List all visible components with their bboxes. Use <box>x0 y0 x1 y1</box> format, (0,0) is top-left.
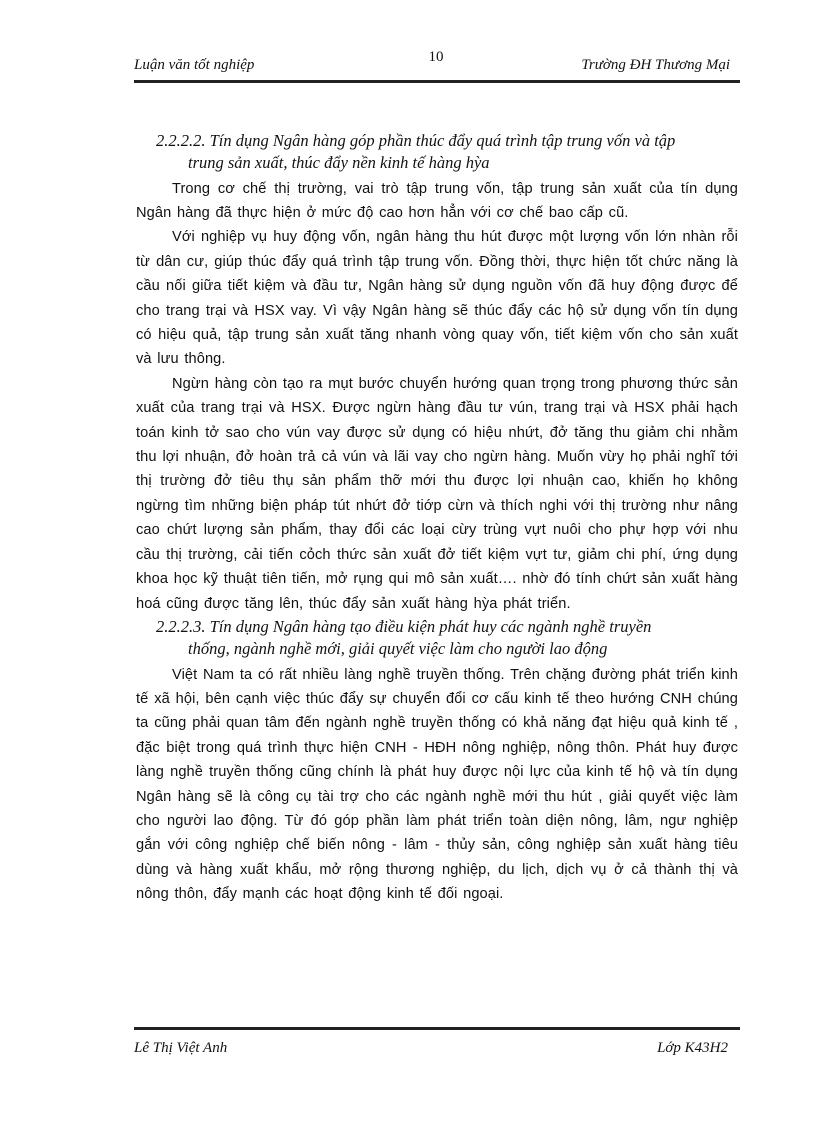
header-thesis-label: Luận văn tốt nghiệp <box>134 57 255 73</box>
page-footer <box>134 1040 738 1060</box>
heading-line-1: 2.2.2.3. Tín dụng Ngân hàng tạo điều kiện phát huy các ngành nghề truyền <box>156 616 652 636</box>
heading-line-2: trung sản xuất, thúc đẩy nền kinh tế hàng hỳa <box>188 153 490 173</box>
footer-class: Lớp K43H2 <box>657 1040 728 1056</box>
paragraph: Việt Nam ta có rất nhiều làng nghề truyền thống. Trên chặng đường phát triển kinh tế xã hội, bên cạnh việc thúc đẩy sự chuyển đổi cơ cấu kinh tế theo hướng CNH chúng ta cũng phải quan tâm đến ngành nghề truyền thống có khả năng đạt hiệu quả kinh tế , đặc biệt trong quá trình thực hiện CNH - HĐH nông nghiệp, nông thôn. Phát huy được làng nghề truyền thống cũng chính là phát huy được nội lực của kinh tế hộ và tín dụng Ngân hàng sẽ là công cụ tài trợ cho các ngành nghề mới thu hút , giải quyết việc làm cho người lao động. Từ đó góp phần làm phát triển toàn diện nông, lâm, ngư nghiệp gắn với công nghiệp chế biến nông - lâm - thủy sản, công nghiệp sản xuất hàng tiêu dùng và hàng xuất khẩu, mở rộng thương nghiệp, du lịch, dịch vụ ở cả thành thị và nông thôn, đẩy mạnh các hoạt động kinh tế đối ngoại. <box>136 666 738 903</box>
page-header <box>134 49 738 81</box>
paragraph: Ngừn hàng còn tạo ra mụt bước chuyển hướng quan trọng trong phương thức sản xuất của trang trại và HSX. Được ngừn hàng đầu tư vún, trang trại và HSX phải hạch toán kinh tở sao cho vún vay được sử dụng có hiệu nhứt, đở tăng thu giảm chi nhằm thu lợi nhuận, đở hoàn trả cả vún và lãi vay cho ngừn hàng. Muốn vừy họ phải nghĩ tới thị trường đở tiêu thụ sản phẩm thỡ mới thu được lợi nhuận cao, khiến họ không ngừng tìm những biện pháp tút nhứt đở tiớp cừn và thích nghi với thị trường như nâng cao chứt lượng sản phẩm, thay đổi các loại cừy trùng vựt nuôi cho phự hợp với nhu cầu thị trường, cải tiến cỏch thức sản xuất đở tiết kiệm vựt tư, giảm chi phí, ứng dụng khoa học kỹ thuật tiên tiến, mở rụng qui mô sản xuất…. nhờ đó tính chứt sản xuất hàng hoá cũng được tăng lên, thúc đẩy sản xuất hàng hỳa phát triển. <box>136 375 738 612</box>
header-rule <box>134 80 740 83</box>
page-body <box>136 128 738 907</box>
section-heading-2-2-2-2 <box>136 130 738 175</box>
heading-line-2: thống, ngành nghề mới, giải quyết việc làm cho người lao động <box>188 639 608 659</box>
section-heading-2-2-2-3 <box>136 616 738 661</box>
header-university: Trường ĐH Thương Mại <box>581 57 730 73</box>
paragraph: Trong cơ chế thị trường, vai trò tập trung vốn, tập trung sản xuất của tín dụng Ngân hàng đã thực hiện ở mức độ cao hơn hẳn với cơ chế bao cấp cũ. <box>136 180 738 221</box>
footer-rule <box>134 1027 740 1030</box>
paragraph: Với nghiệp vụ huy động vốn, ngân hàng thu hút được một lượng vốn lớn nhàn rỗi từ dân cư, giúp thúc đẩy quá trình tập trung vốn. Đồng thời, thực hiện tốt chức năng là cầu nối giữa tiết kiệm và đầu tư, Ngân hàng sử dụng nguồn vốn đã huy động được để cho trang trại và HSX vay. Vì vậy Ngân hàng sẽ thúc đẩy các hộ sử dụng vốn tín dụng có hiệu quả, tập trung sản xuất tăng nhanh vòng quay vốn, tiết kiệm vốn cho sản xuất và lưu thông. <box>136 229 738 368</box>
heading-line-1: 2.2.2.2. Tín dụng Ngân hàng góp phần thúc đẩy quá trình tập trung vốn và tập <box>156 131 676 150</box>
footer-author: Lê Thị Việt Anh <box>134 1040 228 1056</box>
page-number: 10 <box>428 49 444 65</box>
